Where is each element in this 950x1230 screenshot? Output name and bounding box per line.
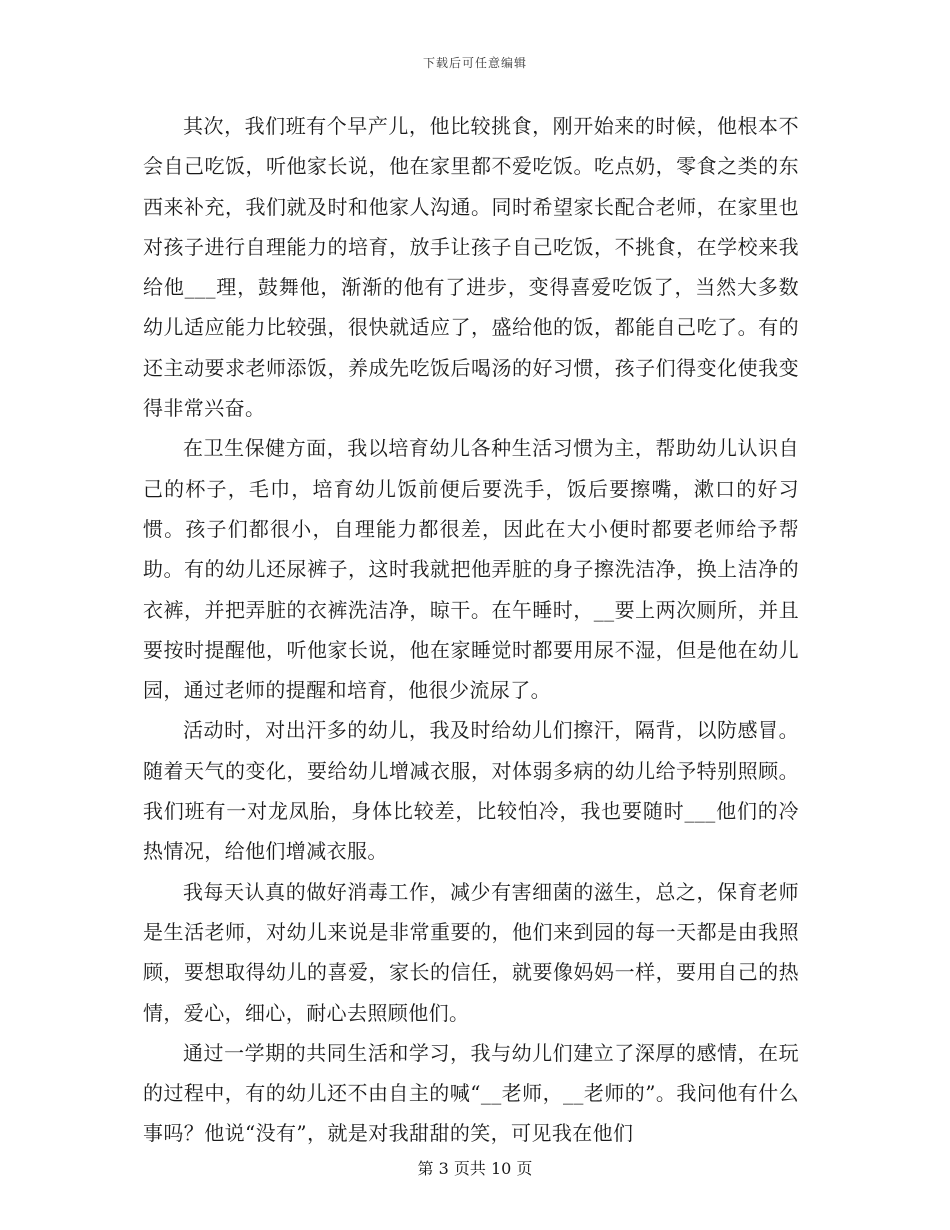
paragraph-disinfection: 我每天认真的做好消毒工作，减少有害细菌的滋生，总之，保育老师是生活老师，对幼儿来说是非常重要的，他们来到园的每一天都是由我照顾，要想取得幼儿的喜爱，家长的信任，就要像妈妈一样，要用自己的热情，爱心，细心，耐心去照顾他们。 xyxy=(143,879,799,1025)
document-body xyxy=(143,106,799,1154)
paragraph-picky-eater: 其次，我们班有个早产儿，他比较挑食，刚开始来的时候，他根本不会自己吃饭，听他家长说，他在家里都不爱吃饭。吃点奶，零食之类的东西来补充，我们就及时和他家人沟通。同时希望家长配合老师，在家里也对孩子进行自理能力的培育，放手让孩子自己吃饭，不挑食，在学校来我给他___理，鼓舞他，渐渐的他有了进步，变得喜爱吃饭了，当然大多数幼儿适应能力比较强，很快就适应了，盛给他的饭，都能自己吃了。有的还主动要求老师添饭，养成先吃饭后喝汤的好习惯，孩子们得变化使我变得非常兴奋。 xyxy=(143,114,799,421)
paragraph-relationship: 通过一学期的共同生活和学习，我与幼儿们建立了深厚的感情，在玩的过程中，有的幼儿还不由自主的喊“__老师，__老师的”。我问他有什么事吗？他说“没有”，就是对我甜甜的笑，可见我在他们 xyxy=(143,1040,799,1146)
paragraph-hygiene: 在卫生保健方面，我以培育幼儿各种生活习惯为主，帮助幼儿认识自己的杯子，毛巾，培育幼儿饭前便后要洗手，饭后要擦嘴，漱口的好习惯。孩子们都很小，自理能力都很差，因此在大小便时都要老师给予帮助。有的幼儿还尿裤子，这时我就把他弄脏的身子擦洗洁净，换上洁净的衣裤，并把弄脏的衣裤洗洁净，晾干。在午睡时，__要上两次厕所，并且要按时提醒他，听他家长说，他在家睡觉时都要用尿不湿，但是他在幼儿园，通过老师的提醒和培育，他很少流尿了。 xyxy=(143,436,799,703)
paragraph-activities: 活动时，对出汗多的幼儿，我及时给幼儿们擦汗，隔背，以防感冒。随着天气的变化，要给幼儿增减衣服，对体弱多病的幼儿给予特别照顾。我们班有一对龙凤胎，身体比较差，比较怕冷，我也要随时___他们的冷热情况，给他们增减衣服。 xyxy=(143,718,799,864)
page-number: 第 3 页共 10 页 xyxy=(417,1159,533,1178)
page-header-note: 下载后可任意编辑 xyxy=(422,56,527,70)
